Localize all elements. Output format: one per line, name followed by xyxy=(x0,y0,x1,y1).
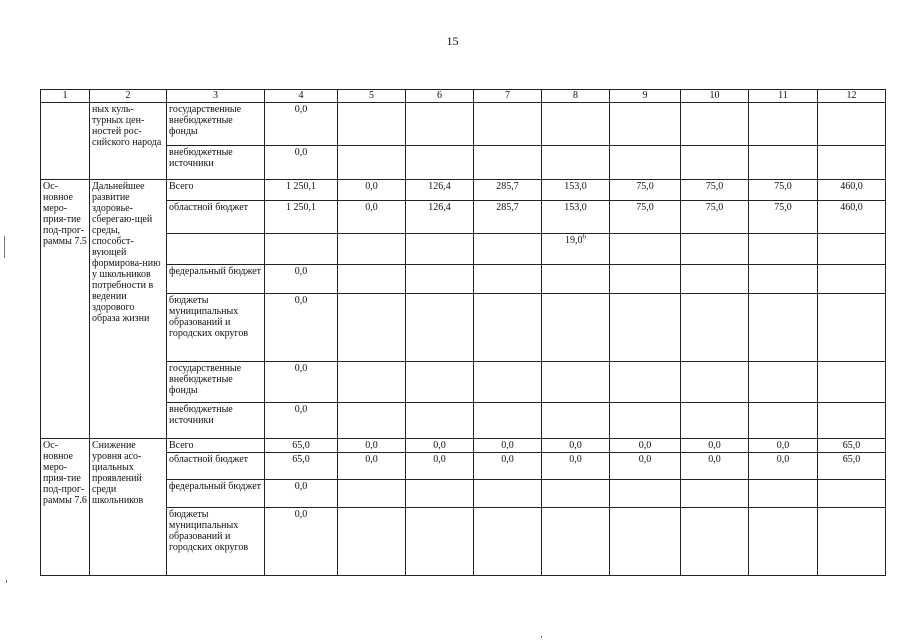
value-cell-col-9 xyxy=(610,294,681,362)
funding-source-cell: федеральный бюджет xyxy=(167,480,265,508)
value-cell-col-9 xyxy=(610,362,681,403)
scan-mark xyxy=(6,580,7,583)
value-text: 0,0 xyxy=(294,266,308,277)
value-cell-col-9 xyxy=(610,508,681,576)
value-cell-col-4 xyxy=(265,146,338,180)
funding-source-cell xyxy=(167,234,265,265)
value-cell-col-5 xyxy=(338,403,406,439)
value-cell-col-8 xyxy=(542,103,610,146)
value-text: 0,0 xyxy=(708,454,721,465)
value-cell-col-8 xyxy=(542,453,610,480)
activity-description-cell: Дальнейшее развитие здоровье-сберегаю-щей среды, способст-вующей формирова-нию у школьников потребности в ведении здорового образа жизни xyxy=(90,180,167,439)
value-cell-col-4 xyxy=(265,265,338,294)
table-row xyxy=(41,103,886,146)
value-cell-col-10 xyxy=(681,362,749,403)
value-cell-col-4 xyxy=(265,480,338,508)
header-row xyxy=(41,90,886,103)
value-cell-col-5 xyxy=(338,453,406,480)
scan-mark xyxy=(541,636,542,638)
value-cell-col-8 xyxy=(542,403,610,439)
table-row xyxy=(41,439,886,453)
value-text: 0,0 xyxy=(365,202,378,213)
value-cell-col-12 xyxy=(818,201,886,234)
value-cell-col-12 xyxy=(818,508,886,576)
value-text: 153,0 xyxy=(564,181,587,192)
value-cell-col-5 xyxy=(338,146,406,180)
value-cell-col-4 xyxy=(265,201,338,234)
activity-name-cell: Ос-новное меро-прия-тие под-прог-раммы 7.6 xyxy=(41,439,90,576)
funding-source-cell: областной бюджет xyxy=(167,201,265,234)
value-cell-col-10 xyxy=(681,201,749,234)
activity-description-cell: Снижение уровня асо-циальных проявлений среди школьников xyxy=(90,439,167,576)
value-cell-col-7 xyxy=(474,453,542,480)
value-cell-col-8 xyxy=(542,508,610,576)
value-cell-col-7 xyxy=(474,439,542,453)
value-text: 460,0 xyxy=(840,202,863,213)
value-text: 0,0 xyxy=(294,404,308,415)
value-cell-col-9 xyxy=(610,103,681,146)
funding-source-cell: бюджеты муниципальных образований и городских округов xyxy=(167,508,265,576)
value-cell-col-5 xyxy=(338,294,406,362)
value-cell-col-9 xyxy=(610,480,681,508)
value-text: 0,0 xyxy=(433,440,446,451)
value-cell-col-5 xyxy=(338,180,406,201)
page-number: 15 xyxy=(446,34,459,48)
value-text: 0,0 xyxy=(365,181,378,192)
value-cell-col-5 xyxy=(338,362,406,403)
value-text: 75,0 xyxy=(705,181,724,192)
value-text: 126,4 xyxy=(428,181,451,192)
value-text: 0,0 xyxy=(294,509,308,520)
value-cell-col-9 xyxy=(610,453,681,480)
column-header-9: 9 xyxy=(610,90,681,103)
value-cell-col-10 xyxy=(681,180,749,201)
value-cell-col-6 xyxy=(406,294,474,362)
budget-table xyxy=(40,89,886,576)
value-cell-col-12 xyxy=(818,265,886,294)
value-cell-col-8 xyxy=(542,180,610,201)
value-cell-col-8 xyxy=(542,234,610,265)
value-cell-col-6 xyxy=(406,439,474,453)
table-row xyxy=(41,234,886,265)
value-text: 0,0 xyxy=(294,481,308,492)
value-cell-col-8 xyxy=(542,265,610,294)
value-cell-col-12 xyxy=(818,146,886,180)
value-cell-col-12 xyxy=(818,234,886,265)
value-text: 75,0 xyxy=(705,202,724,213)
value-text: 285,7 xyxy=(496,202,519,213)
value-cell-col-7 xyxy=(474,294,542,362)
value-cell-col-10 xyxy=(681,146,749,180)
activity-description-cell: ных куль-турных цен-ностей рос-сийского народа xyxy=(90,103,167,180)
column-header-2: 2 xyxy=(90,90,167,103)
activity-name-cell: Ос-новное меро-прия-тие под-прог-раммы 7.5 xyxy=(41,180,90,439)
value-cell-col-5 xyxy=(338,265,406,294)
value-text: 0,0 xyxy=(294,363,308,374)
value-text: 0,0 xyxy=(638,454,652,465)
value-text: 1 250,1 xyxy=(286,202,316,213)
value-cell-col-7 xyxy=(474,403,542,439)
column-header-4: 4 xyxy=(265,90,338,103)
value-cell-col-11 xyxy=(749,362,818,403)
value-text: 126,4 xyxy=(428,202,451,213)
value-text: 0,0 xyxy=(708,440,721,451)
value-text: 0,0 xyxy=(776,454,790,465)
funding-source-cell: Всего xyxy=(167,439,265,453)
value-cell-col-5 xyxy=(338,439,406,453)
value-text: 0,0 xyxy=(569,440,582,451)
value-text: 0,0 xyxy=(294,104,308,115)
value-text: 460,0 xyxy=(840,181,863,192)
activity-name-cell xyxy=(41,103,90,180)
value-cell-col-12 xyxy=(818,439,886,453)
funding-source-cell: государственные внебюджетные фонды xyxy=(167,362,265,403)
value-cell-col-11 xyxy=(749,265,818,294)
value-cell-col-7 xyxy=(474,180,542,201)
value-text: 65,0 xyxy=(292,454,310,465)
value-cell-col-5 xyxy=(338,234,406,265)
value-cell-col-4 xyxy=(265,362,338,403)
value-cell-col-11 xyxy=(749,146,818,180)
value-cell-col-4 xyxy=(265,103,338,146)
column-header-1: 1 xyxy=(41,90,90,103)
value-cell-col-11 xyxy=(749,403,818,439)
value-cell-col-8 xyxy=(542,362,610,403)
value-cell-col-4 xyxy=(265,234,338,265)
funding-source-cell: бюджеты муниципальных образований и городских округов xyxy=(167,294,265,362)
value-cell-col-11 xyxy=(749,201,818,234)
value-text: 0,0 xyxy=(294,295,308,306)
value-cell-col-6 xyxy=(406,453,474,480)
value-cell-col-4 xyxy=(265,508,338,576)
value-cell-col-8 xyxy=(542,294,610,362)
value-cell-col-9 xyxy=(610,265,681,294)
funding-source-cell: внебюджетные источники xyxy=(167,146,265,180)
value-cell-col-12 xyxy=(818,180,886,201)
table-row xyxy=(41,201,886,234)
value-cell-col-8 xyxy=(542,201,610,234)
value-text: 153,0 xyxy=(564,202,587,213)
value-text: 0,0 xyxy=(638,440,652,451)
value-cell-col-8 xyxy=(542,480,610,508)
value-cell-col-8 xyxy=(542,439,610,453)
value-cell-col-7 xyxy=(474,508,542,576)
table-row xyxy=(41,146,886,180)
value-text: 65,0 xyxy=(292,440,310,451)
value-cell-col-10 xyxy=(681,403,749,439)
value-cell-col-11 xyxy=(749,439,818,453)
value-cell-col-8 xyxy=(542,146,610,180)
value-cell-col-4 xyxy=(265,294,338,362)
value-cell-col-12 xyxy=(818,362,886,403)
value-cell-col-10 xyxy=(681,453,749,480)
value-cell-col-9 xyxy=(610,439,681,453)
value-cell-col-11 xyxy=(749,234,818,265)
value-cell-col-6 xyxy=(406,403,474,439)
value-text: 75,0 xyxy=(774,181,792,192)
value-text: 0,0 xyxy=(501,454,514,465)
table-row xyxy=(41,480,886,508)
column-header-3: 3 xyxy=(167,90,265,103)
value-cell-col-6 xyxy=(406,201,474,234)
scan-mark xyxy=(4,236,5,258)
value-cell-col-12 xyxy=(818,480,886,508)
column-header-10: 10 xyxy=(681,90,749,103)
value-cell-col-10 xyxy=(681,234,749,265)
value-text: 0,0 xyxy=(501,440,514,451)
value-cell-col-5 xyxy=(338,201,406,234)
value-cell-col-10 xyxy=(681,103,749,146)
table-row xyxy=(41,453,886,480)
value-text: 0,0 xyxy=(569,454,582,465)
value-cell-col-9 xyxy=(610,234,681,265)
value-cell-col-11 xyxy=(749,480,818,508)
value-text: 19,0 xyxy=(565,235,583,246)
value-cell-col-10 xyxy=(681,439,749,453)
value-text: 0,0 xyxy=(294,147,308,158)
value-cell-col-10 xyxy=(681,480,749,508)
value-cell-col-11 xyxy=(749,180,818,201)
column-header-7: 7 xyxy=(474,90,542,103)
value-text: 75,0 xyxy=(774,202,792,213)
value-text: 75,0 xyxy=(636,181,654,192)
value-cell-col-4 xyxy=(265,403,338,439)
table-row xyxy=(41,265,886,294)
value-cell-col-4 xyxy=(265,439,338,453)
value-cell-col-4 xyxy=(265,180,338,201)
funding-source-cell: областной бюджет xyxy=(167,453,265,480)
value-cell-col-5 xyxy=(338,480,406,508)
value-text: 285,7 xyxy=(496,181,519,192)
value-cell-col-10 xyxy=(681,294,749,362)
value-cell-col-11 xyxy=(749,103,818,146)
value-cell-col-6 xyxy=(406,180,474,201)
value-text: 0,0 xyxy=(365,454,378,465)
table-row xyxy=(41,362,886,403)
value-cell-col-11 xyxy=(749,294,818,362)
column-header-8: 8 xyxy=(542,90,610,103)
funding-source-cell: Всего xyxy=(167,180,265,201)
value-text: 1 250,1 xyxy=(286,181,316,192)
footnote-mark: 6 xyxy=(582,233,586,241)
value-text: 0,0 xyxy=(433,454,446,465)
value-cell-col-6 xyxy=(406,146,474,180)
value-cell-col-6 xyxy=(406,508,474,576)
value-cell-col-10 xyxy=(681,508,749,576)
value-cell-col-7 xyxy=(474,234,542,265)
value-text: 65,0 xyxy=(842,440,861,451)
table-row xyxy=(41,403,886,439)
value-cell-col-6 xyxy=(406,362,474,403)
value-cell-col-7 xyxy=(474,103,542,146)
funding-source-cell: внебюджетные источники xyxy=(167,403,265,439)
value-cell-col-6 xyxy=(406,265,474,294)
value-cell-col-11 xyxy=(749,508,818,576)
value-cell-col-6 xyxy=(406,234,474,265)
value-cell-col-7 xyxy=(474,362,542,403)
value-cell-col-5 xyxy=(338,103,406,146)
value-cell-col-7 xyxy=(474,480,542,508)
value-cell-col-9 xyxy=(610,403,681,439)
table-row xyxy=(41,508,886,576)
value-cell-col-12 xyxy=(818,453,886,480)
value-cell-col-9 xyxy=(610,201,681,234)
value-text: 65,0 xyxy=(842,454,861,465)
column-header-6: 6 xyxy=(406,90,474,103)
value-text: 0,0 xyxy=(365,440,378,451)
funding-source-cell: государственные внебюджетные фонды xyxy=(167,103,265,146)
column-header-12: 12 xyxy=(818,90,886,103)
table-row xyxy=(41,294,886,362)
value-cell-col-12 xyxy=(818,294,886,362)
value-cell-col-7 xyxy=(474,146,542,180)
value-cell-col-5 xyxy=(338,508,406,576)
value-cell-col-12 xyxy=(818,103,886,146)
value-cell-col-12 xyxy=(818,403,886,439)
value-cell-col-7 xyxy=(474,201,542,234)
funding-source-cell: федеральный бюджет xyxy=(167,265,265,294)
value-text: 0,0 xyxy=(776,440,790,451)
value-cell-col-10 xyxy=(681,265,749,294)
value-cell-col-11 xyxy=(749,453,818,480)
value-cell-col-4 xyxy=(265,453,338,480)
value-text: 75,0 xyxy=(636,202,654,213)
value-cell-col-7 xyxy=(474,265,542,294)
column-header-5: 5 xyxy=(338,90,406,103)
column-header-11: 11 xyxy=(749,90,818,103)
value-cell-col-6 xyxy=(406,103,474,146)
value-cell-col-9 xyxy=(610,180,681,201)
table-row xyxy=(41,180,886,201)
value-cell-col-9 xyxy=(610,146,681,180)
value-cell-col-6 xyxy=(406,480,474,508)
